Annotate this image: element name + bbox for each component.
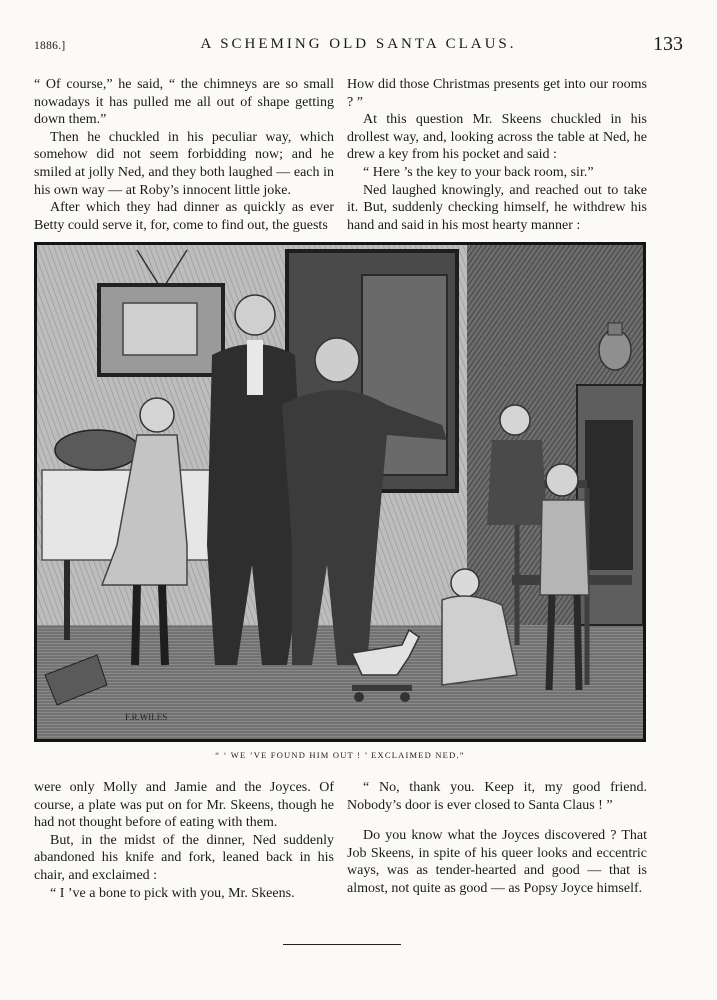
paragraph: At this question Mr. Skeens chuckled in his drollest way, and, looking across the table at Ned, he drew a key from his pocket and said : — [347, 112, 647, 163]
engraving-illustration — [34, 242, 646, 742]
paragraph: were only Molly and Jamie and the Joyces. Of course, a plate was put on for Mr. Skeens, though he had not thought before of eating with them. — [34, 780, 334, 831]
illustration-caption: “ ‘ WE ’VE FOUND HIM OUT ! ’ EXCLAIMED NED.” — [215, 750, 465, 760]
paragraph: But, in the midst of the dinner, Ned suddenly abandoned his knife and fork, leaned back in his chair, and exclaimed : — [34, 832, 334, 883]
top-right-column — [347, 76, 647, 234]
bottom-right-column — [347, 779, 647, 898]
header-year: 1886.] — [34, 40, 66, 52]
paragraph: “ I ’ve a bone to pick with you, Mr. Skeens. — [50, 885, 295, 901]
bottom-left-column — [34, 779, 334, 902]
top-left-column — [34, 76, 334, 234]
paragraph: How did those Christmas presents get into our rooms ? ” — [347, 77, 647, 110]
paragraph: After which they had dinner as quickly as ever Betty could serve it, for, come to find out, the guests — [34, 200, 334, 233]
header-title: A SCHEMING OLD SANTA CLAUS. — [200, 36, 517, 52]
paragraph: “ Here ’s the key to your back room, sir.” — [363, 164, 594, 180]
running-header — [34, 33, 683, 60]
paragraph: Ned laughed knowingly, and reached out to take it. But, suddenly checking himself, he withdrew his hand and said in his most hearty manner : — [347, 182, 647, 233]
section-divider — [283, 944, 401, 945]
artist-signature: F.R.WILES — [125, 712, 168, 722]
paragraph: Then he chuckled in his peculiar way, which somehow did not seem forbidding now; and he smiled at jolly Ned, and they both laughed — each in his own way — at Roby’s innocent little joke. — [34, 129, 334, 198]
paragraph: Do you know what the Joyces discovered ? That Job Skeens, in spite of his queer looks and eccentric ways, was as tender-hearted and good — that is almost, not quite as good — as Popsy Joyce himself. — [347, 828, 647, 896]
paragraph: “ Of course,” he said, “ the chimneys are so small nowadays it has pulled me all out of shape getting down them.” — [34, 77, 334, 128]
paragraph: “ No, thank you. Keep it, my good friend. Nobody’s door is ever closed to Santa Claus ! ” — [347, 780, 647, 813]
page-number: 133 — [653, 33, 683, 55]
